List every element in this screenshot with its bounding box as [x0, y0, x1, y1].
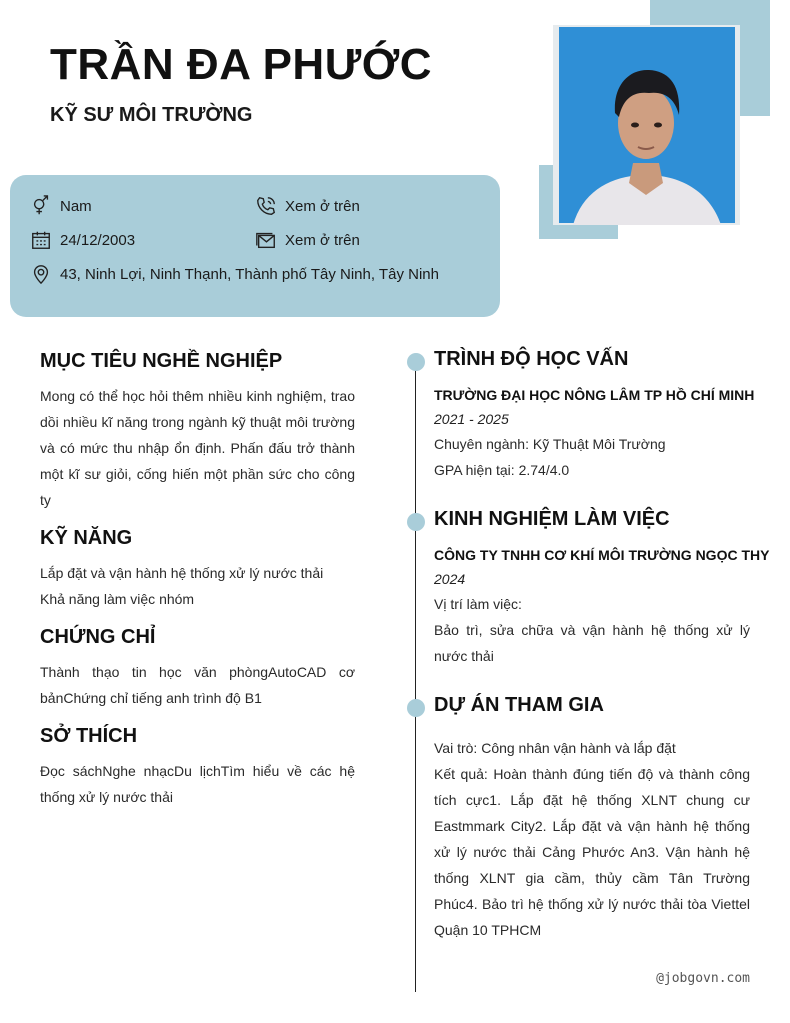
experience-heading: KINH NGHIỆM LÀM VIỆC [434, 508, 670, 530]
objective-heading: MỤC TIÊU NGHỀ NGHIỆP [40, 350, 283, 372]
skills-section [40, 527, 355, 612]
timeline-dot [407, 699, 425, 717]
location-icon [30, 263, 52, 285]
timeline-dot [407, 513, 425, 531]
gender-icon [30, 195, 52, 217]
skill-item: Khả năng làm việc nhóm [40, 591, 195, 607]
education-gpa: GPA hiện tại: 2.74/4.0 [434, 462, 570, 478]
phone-value[interactable]: Xem ở trên [285, 197, 360, 215]
timeline-dot [407, 353, 425, 371]
certificates-heading: CHỨNG CHỈ [40, 626, 156, 648]
profile-photo [553, 25, 740, 225]
email-value[interactable]: Xem ở trên [285, 231, 360, 249]
company-name: CÔNG TY TNHH CƠ KHÍ MÔI TRƯỜNG NGỌC THY [434, 547, 770, 563]
hobbies-heading: SỞ THÍCH [40, 725, 138, 747]
contact-email [255, 229, 360, 251]
education-heading: TRÌNH ĐỘ HỌC VẤN [434, 348, 629, 370]
school-name: TRƯỜNG ĐẠI HỌC NÔNG LÂM TP HỒ CHÍ MINH [434, 387, 755, 403]
contact-birthdate [30, 229, 135, 251]
phone-icon [255, 195, 277, 217]
contact-gender [30, 195, 92, 217]
objective-section [40, 350, 355, 513]
position-label: Vị trí làm việc: [434, 596, 522, 612]
hobbies-section [40, 725, 355, 810]
candidate-name: TRẦN ĐA PHƯỚC [50, 40, 433, 89]
job-title: KỸ SƯ MÔI TRƯỜNG [50, 104, 253, 126]
education-period: 2021 - 2025 [434, 411, 509, 427]
experience-section [434, 508, 770, 669]
projects-section [434, 694, 750, 943]
experience-description: Bảo trì, sửa chữa và vận hành hệ thống xử lý nước thải [434, 622, 750, 664]
skills-heading: KỸ NĂNG [40, 527, 133, 549]
birthdate-value: 24/12/2003 [60, 231, 136, 249]
certificates-text: Thành thạo tin học văn phòngAutoCAD cơ bảnChứng chỉ tiếng anh trình độ B1 [40, 664, 355, 706]
address-value: 43, Ninh Lợi, Ninh Thạnh, Thành phố Tây Ninh, Tây Ninh [60, 265, 439, 283]
calendar-icon [30, 229, 52, 251]
education-section [434, 348, 755, 483]
footer-brand[interactable]: @jobgovn.com [656, 971, 750, 986]
left-column [40, 350, 355, 824]
hobbies-text: Đọc sáchNghe nhạcDu lịchTìm hiểu về các hệ thống xử lý nước thải [40, 763, 355, 805]
project-result: Kết quả: Hoàn thành đúng tiến độ và thành công tích cực1. Lắp đặt hệ thống XLNT chung cư Eastmmark City2. Lắp đặt và vận hành hệ thống xử lý nước thải Cảng Phước An3. Vận hành hệ thống XLNT gia cầm, thủy cầm Tân Trường Phúc4. Bảo trì hệ thống xử lý nước thải tòa Viettel Quận 10 TPHCM [434, 766, 750, 938]
skill-item: Lắp đặt và vận hành hệ thống xử lý nước thải [40, 565, 324, 581]
email-icon [255, 229, 277, 251]
gender-value: Nam [60, 197, 92, 215]
experience-period: 2024 [434, 571, 466, 587]
contact-address [30, 263, 439, 285]
certificates-section [40, 626, 355, 711]
education-major: Chuyên ngành: Kỹ Thuật Môi Trường [434, 436, 666, 452]
timeline-line [415, 360, 416, 992]
projects-heading: DỰ ÁN THAM GIA [434, 694, 604, 716]
project-role: Vai trò: Công nhân vận hành và lắp đặt [434, 740, 676, 756]
contact-info-panel [10, 175, 500, 317]
contact-phone [255, 195, 360, 217]
objective-text: Mong có thể học hỏi thêm nhiều kinh nghiệm, trao dồi nhiều kĩ năng trong ngành kỹ thuật môi trường và có mức thu nhập ổn định. Phấn đấu trở thành một kĩ sư giỏi, cống hiến một phần sức cho công ty [40, 388, 355, 508]
